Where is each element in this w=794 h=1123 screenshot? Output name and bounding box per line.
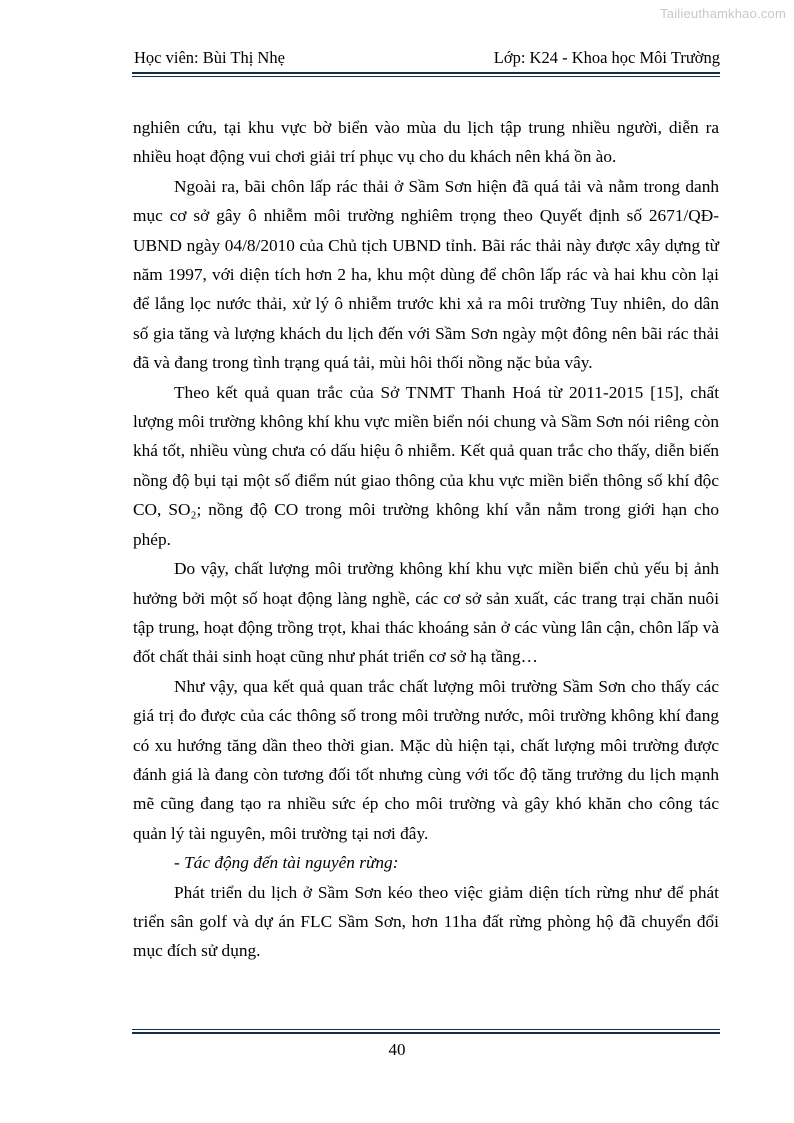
page-header [134, 48, 720, 72]
paragraph-forest: Phát triển du lịch ở Sầm Sơn kéo theo việc giảm diện tích rừng như để phát triển sân golf và dự án FLC Sầm Sơn, hơn 11ha đất rừng phòng hộ đã chuyển đổi mục đích sử dụng. [133, 882, 719, 961]
paragraph-conclusion: Như vậy, qua kết quả quan trắc chất lượng môi trường Sầm Sơn cho thấy các giá trị đo được của các thông số trong môi trường nước, môi trường không khí đang có xu hướng tăng dần theo thời gian. Mặc dù hiện tại, chất lượng môi trường được đánh giá là đang còn tương đối tốt nhưng cùng với tốc độ tăng trưởng du lịch mạnh mẽ cũng đang tạo ra nhiều sức ép cho môi trường và gây khó khăn cho công tác quản lý tài nguyên, môi trường tại nơi đây. [133, 676, 719, 843]
footer-rule [132, 1032, 720, 1034]
header-rule [132, 72, 720, 74]
paragraph-air-monitoring: Theo kết quả quan trắc của Sở TNMT Thanh Hoá từ 2011-2015 [15], chất lượng môi trường không khí khu vực miền biển nói chung và Sầm Sơn nói riêng còn khá tốt, nhiều vùng chưa có dấu hiệu ô nhiễm. Kết quả quan trắc cho thấy, diễn biến nồng độ bụi tại một số điểm nút giao thông của khu vực miền biển thông số khí độc CO, SO₂; nồng độ CO trong môi trường không khí vẫn nằm trong giới hạn cho phép. [133, 382, 719, 549]
paragraph-landfill: Ngoài ra, bãi chôn lấp rác thải ở Sầm Sơn hiện đã quá tải và nằm trong danh mục cơ sở gây ô nhiễm môi trường nghiêm trọng theo Quyết định số 2671/QĐ-UBND ngày 04/8/2010 của Chủ tịch UBND tỉnh. Bãi rác thải này được xây dựng từ năm 1997, với diện tích hơn 2 ha, khu một dùng để chôn lấp rác và hai khu còn lại để lắng lọc nước thải, xử lý ô nhiễm trước khi xả ra môi trường Tuy nhiên, do dân số gia tăng và lượng khách du lịch đến với Sầm Sơn ngày một đông nên bãi rác thải đã và đang trong tình trạng quá tải, mùi hôi thối nồng nặc bủa vây. [133, 176, 719, 373]
paragraph-continuation: nghiên cứu, tại khu vực bờ biển vào mùa du lịch tập trung nhiều người, diễn ra nhiều hoạt động vui chơi giải trí phục vụ cho du khách nên khá ồn ào. [133, 118, 719, 167]
watermark-text: Tailieuthamkhao.com [660, 6, 786, 21]
header-rule-thin [132, 76, 720, 77]
header-class: Lớp: K24 - Khoa học Môi Trường [493, 48, 720, 67]
page-body [133, 113, 719, 966]
paragraph-air-sources: Do vậy, chất lượng môi trường không khí khu vực miền biển chủ yếu bị ảnh hưởng bởi một số hoạt động làng nghề, các cơ sở sản xuất, các trang trại chăn nuôi tập trung, hoạt động trồng trọt, khai thác khoáng sản ở các vùng lân cận, chôn lấp và đốt chất thải sinh hoạt cũng như phát triển cơ sở hạ tầng… [133, 559, 719, 667]
header-student: Học viên: Bùi Thị Nhẹ [134, 48, 285, 67]
page-number: 40 [388, 1040, 406, 1059]
footer-rule-thin [132, 1029, 720, 1030]
subheading-forest-impact: - Tác động đến tài nguyên rừng: [174, 853, 399, 873]
